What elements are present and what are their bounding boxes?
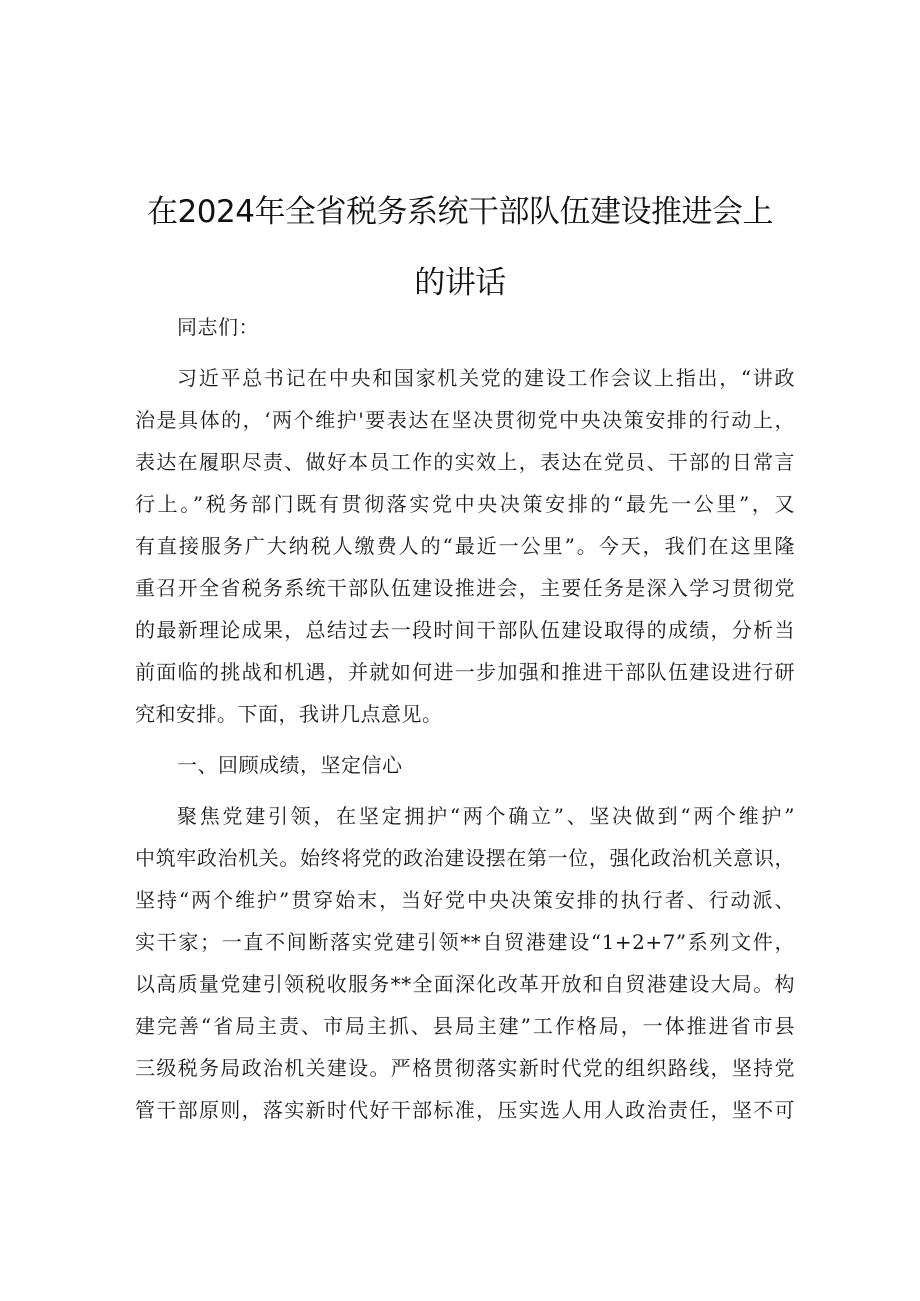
paragraph-2-line: 以高质量党建引领税收服务**全面深化改革开放和自贸港建设大局。构	[135, 972, 795, 996]
paragraph-1-line: 前面临的挑战和机遇，并就如何进一步加强和推进干部队伍建设进行研	[135, 660, 795, 684]
paragraph-2-line: 聚焦党建引领，在坚定拥护“两个确立”、坚决做到“两个维护”	[177, 804, 795, 828]
paragraph-2-line: 建完善“省局主责、市局主抓、县局主建”工作格局，一体推进省市县	[135, 1014, 795, 1038]
paragraph-1-line: 行上。”税务部门既有贯彻落实党中央决策安排的“最先一公里”，又	[135, 492, 795, 516]
paragraph-2-line: 坚持“两个维护”贯穿始末，当好党中央决策安排的执行者、行动派、	[135, 888, 795, 912]
document-title-line-1: 在2024年全省税务系统干部队伍建设推进会上	[147, 194, 773, 230]
section-1-heading: 一、回顾成绩，坚定信心	[177, 753, 403, 777]
paragraph-2-line: 中筑牢政治机关。始终将党的政治建设摆在第一位，强化政治机关意识，	[135, 846, 795, 870]
paragraph-2-line: 三级税务局政治机关建设。严格贯彻落实新时代党的组织路线，坚持党	[135, 1056, 795, 1080]
paragraph-1-line: 有直接服务广大纳税人缴费人的“最近一公里”。今天，我们在这里隆	[135, 534, 795, 558]
paragraph-1-line: 表达在履职尽责、做好本员工作的实效上，表达在党员、干部的日常言	[135, 450, 795, 474]
paragraph-1-line: 习近平总书记在中央和国家机关党的建设工作会议上指出，“讲政	[177, 366, 795, 390]
paragraph-2-line: 实干家；一直不间断落实党建引领**自贸港建设“1+2+7”系列文件，	[135, 930, 795, 954]
paragraph-1-line: 究和安排。下面，我讲几点意见。	[135, 702, 443, 726]
paragraph-2-line: 管干部原则，落实新时代好干部标准，压实选人用人政治责任，坚不可	[135, 1098, 795, 1122]
salutation: 同志们：	[177, 315, 259, 339]
paragraph-1-line: 的最新理论成果，总结过去一段时间干部队伍建设取得的成绩，分析当	[135, 618, 795, 642]
paragraph-1-line: 重召开全省税务系统干部队伍建设推进会，主要任务是深入学习贯彻党	[135, 576, 795, 600]
paragraph-1-line: 治是具体的，‘两个维护'要表达在坚决贯彻党中央决策安排的行动上，	[135, 408, 795, 432]
document-title-line-2: 的讲话	[414, 265, 506, 301]
